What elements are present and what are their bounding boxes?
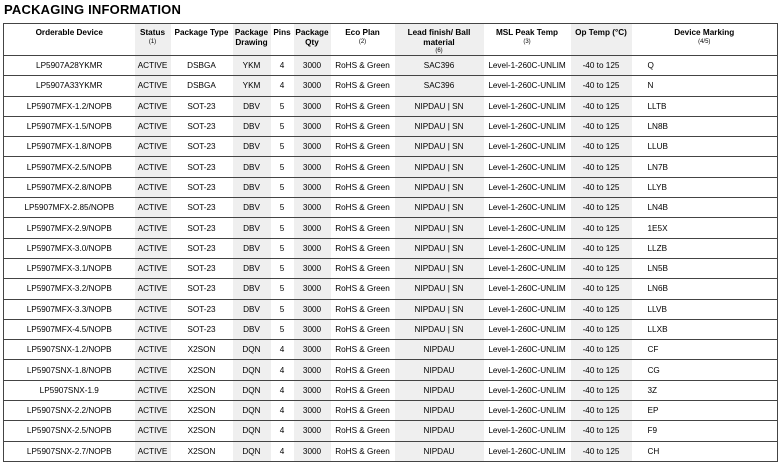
cell-package-qty: 3000 (294, 319, 331, 339)
cell-package-drawing: DQN (233, 441, 271, 461)
table-row (4, 238, 778, 258)
cell-eco-plan: RoHS & Green (331, 198, 395, 218)
cell-lead-finish: NIPDAU | SN (395, 218, 484, 238)
cell-device: LP5907MFX-2.9/NOPB (4, 218, 135, 238)
cell-marking: LN6B (632, 279, 778, 299)
cell-package-drawing: DBV (233, 319, 271, 339)
cell-marking: LLUB (632, 137, 778, 157)
cell-lead-finish: SAC396 (395, 56, 484, 76)
cell-eco-plan: RoHS & Green (331, 56, 395, 76)
cell-status: ACTIVE (135, 137, 171, 157)
table-row (4, 218, 778, 238)
cell-eco-plan: RoHS & Green (331, 441, 395, 461)
cell-lead-finish: NIPDAU | SN (395, 258, 484, 278)
cell-device: LP5907MFX-3.1/NOPB (4, 258, 135, 278)
cell-pins: 4 (271, 76, 294, 96)
table-row (4, 401, 778, 421)
cell-lead-finish: SAC396 (395, 76, 484, 96)
cell-lead-finish: NIPDAU | SN (395, 198, 484, 218)
cell-op-temp: -40 to 125 (571, 441, 632, 461)
cell-msl: Level-1-260C-UNLIM (484, 177, 571, 197)
cell-package-type: SOT-23 (171, 218, 233, 238)
cell-package-type: SOT-23 (171, 299, 233, 319)
cell-eco-plan: RoHS & Green (331, 319, 395, 339)
cell-eco-plan: RoHS & Green (331, 340, 395, 360)
cell-package-drawing: DBV (233, 299, 271, 319)
cell-status: ACTIVE (135, 157, 171, 177)
cell-pins: 5 (271, 137, 294, 157)
cell-package-drawing: DQN (233, 421, 271, 441)
cell-package-drawing: DBV (233, 218, 271, 238)
cell-package-qty: 3000 (294, 401, 331, 421)
cell-op-temp: -40 to 125 (571, 360, 632, 380)
table-row (4, 56, 778, 76)
cell-pins: 4 (271, 360, 294, 380)
table-row (4, 360, 778, 380)
cell-package-drawing: DBV (233, 96, 271, 116)
table-row (4, 198, 778, 218)
cell-status: ACTIVE (135, 218, 171, 238)
cell-device: LP5907MFX-1.5/NOPB (4, 116, 135, 136)
cell-pins: 5 (271, 157, 294, 177)
cell-package-drawing: DQN (233, 340, 271, 360)
cell-op-temp: -40 to 125 (571, 137, 632, 157)
cell-package-type: SOT-23 (171, 238, 233, 258)
cell-eco-plan: RoHS & Green (331, 238, 395, 258)
cell-msl: Level-1-260C-UNLIM (484, 116, 571, 136)
cell-package-type: X2SON (171, 380, 233, 400)
col-header-msl-peak-temp: MSL Peak Temp (3) (484, 24, 571, 56)
cell-status: ACTIVE (135, 380, 171, 400)
table-row (4, 76, 778, 96)
cell-package-qty: 3000 (294, 299, 331, 319)
cell-msl: Level-1-260C-UNLIM (484, 380, 571, 400)
cell-device: LP5907MFX-2.8/NOPB (4, 177, 135, 197)
cell-package-qty: 3000 (294, 421, 331, 441)
cell-op-temp: -40 to 125 (571, 319, 632, 339)
col-header-status: Status (1) (135, 24, 171, 56)
cell-lead-finish: NIPDAU | SN (395, 96, 484, 116)
cell-device: LP5907SNX-1.2/NOPB (4, 340, 135, 360)
cell-msl: Level-1-260C-UNLIM (484, 137, 571, 157)
cell-package-type: SOT-23 (171, 116, 233, 136)
page-title: PACKAGING INFORMATION (4, 2, 182, 17)
cell-package-qty: 3000 (294, 360, 331, 380)
table-row (4, 116, 778, 136)
cell-eco-plan: RoHS & Green (331, 177, 395, 197)
cell-package-qty: 3000 (294, 380, 331, 400)
cell-pins: 5 (271, 299, 294, 319)
table-row (4, 421, 778, 441)
cell-status: ACTIVE (135, 177, 171, 197)
cell-op-temp: -40 to 125 (571, 177, 632, 197)
cell-package-type: SOT-23 (171, 279, 233, 299)
cell-package-drawing: YKM (233, 76, 271, 96)
cell-eco-plan: RoHS & Green (331, 258, 395, 278)
cell-package-drawing: DBV (233, 157, 271, 177)
cell-msl: Level-1-260C-UNLIM (484, 421, 571, 441)
cell-pins: 5 (271, 319, 294, 339)
col-header-device: Orderable Device (4, 24, 135, 56)
cell-marking: LN7B (632, 157, 778, 177)
table-row (4, 441, 778, 461)
cell-package-drawing: DBV (233, 177, 271, 197)
cell-status: ACTIVE (135, 198, 171, 218)
cell-marking: Q (632, 56, 778, 76)
cell-lead-finish: NIPDAU | SN (395, 279, 484, 299)
cell-eco-plan: RoHS & Green (331, 380, 395, 400)
col-header-lead-finish: Lead finish/ Ball material (6) (395, 24, 484, 56)
cell-package-type: X2SON (171, 441, 233, 461)
cell-package-drawing: DBV (233, 279, 271, 299)
table-row (4, 279, 778, 299)
cell-lead-finish: NIPDAU (395, 380, 484, 400)
cell-package-drawing: DQN (233, 360, 271, 380)
cell-package-drawing: DBV (233, 116, 271, 136)
cell-msl: Level-1-260C-UNLIM (484, 96, 571, 116)
cell-pins: 4 (271, 441, 294, 461)
cell-eco-plan: RoHS & Green (331, 218, 395, 238)
cell-lead-finish: NIPDAU | SN (395, 319, 484, 339)
col-header-pins: Pins (271, 24, 294, 56)
cell-marking: LN5B (632, 258, 778, 278)
cell-device: LP5907SNX-2.5/NOPB (4, 421, 135, 441)
table-row (4, 177, 778, 197)
cell-lead-finish: NIPDAU (395, 441, 484, 461)
header-row (4, 24, 778, 56)
cell-package-qty: 3000 (294, 116, 331, 136)
cell-status: ACTIVE (135, 319, 171, 339)
cell-status: ACTIVE (135, 340, 171, 360)
cell-status: ACTIVE (135, 441, 171, 461)
cell-package-type: SOT-23 (171, 258, 233, 278)
cell-package-qty: 3000 (294, 441, 331, 461)
cell-device: LP5907SNX-2.2/NOPB (4, 401, 135, 421)
table-body (4, 56, 778, 462)
cell-device: LP5907SNX-1.8/NOPB (4, 360, 135, 380)
cell-device: LP5907A28YKMR (4, 56, 135, 76)
cell-op-temp: -40 to 125 (571, 198, 632, 218)
cell-package-type: SOT-23 (171, 157, 233, 177)
cell-marking: 1E5X (632, 218, 778, 238)
cell-package-qty: 3000 (294, 198, 331, 218)
cell-device: LP5907SNX-2.7/NOPB (4, 441, 135, 461)
cell-lead-finish: NIPDAU (395, 401, 484, 421)
cell-msl: Level-1-260C-UNLIM (484, 76, 571, 96)
cell-lead-finish: NIPDAU | SN (395, 299, 484, 319)
cell-marking: LLYB (632, 177, 778, 197)
cell-eco-plan: RoHS & Green (331, 116, 395, 136)
cell-status: ACTIVE (135, 258, 171, 278)
cell-status: ACTIVE (135, 299, 171, 319)
cell-package-drawing: DBV (233, 258, 271, 278)
cell-device: LP5907MFX-2.5/NOPB (4, 157, 135, 177)
cell-msl: Level-1-260C-UNLIM (484, 299, 571, 319)
cell-package-type: SOT-23 (171, 96, 233, 116)
cell-pins: 4 (271, 340, 294, 360)
col-header-package-drawing: Package Drawing (233, 24, 271, 56)
cell-eco-plan: RoHS & Green (331, 299, 395, 319)
cell-pins: 5 (271, 258, 294, 278)
cell-package-qty: 3000 (294, 218, 331, 238)
cell-op-temp: -40 to 125 (571, 340, 632, 360)
table-row (4, 319, 778, 339)
cell-op-temp: -40 to 125 (571, 96, 632, 116)
cell-msl: Level-1-260C-UNLIM (484, 441, 571, 461)
cell-device: LP5907A33YKMR (4, 76, 135, 96)
cell-device: LP5907MFX-3.0/NOPB (4, 238, 135, 258)
cell-package-qty: 3000 (294, 238, 331, 258)
cell-marking: N (632, 76, 778, 96)
cell-package-drawing: YKM (233, 56, 271, 76)
cell-package-qty: 3000 (294, 177, 331, 197)
cell-package-type: X2SON (171, 360, 233, 380)
cell-op-temp: -40 to 125 (571, 299, 632, 319)
cell-package-drawing: DQN (233, 401, 271, 421)
cell-op-temp: -40 to 125 (571, 279, 632, 299)
cell-package-type: DSBGA (171, 76, 233, 96)
cell-marking: LLVB (632, 299, 778, 319)
cell-package-type: X2SON (171, 421, 233, 441)
cell-status: ACTIVE (135, 279, 171, 299)
cell-lead-finish: NIPDAU | SN (395, 137, 484, 157)
cell-pins: 5 (271, 218, 294, 238)
cell-marking: LN4B (632, 198, 778, 218)
cell-op-temp: -40 to 125 (571, 238, 632, 258)
cell-status: ACTIVE (135, 116, 171, 136)
cell-op-temp: -40 to 125 (571, 116, 632, 136)
cell-package-qty: 3000 (294, 96, 331, 116)
cell-op-temp: -40 to 125 (571, 218, 632, 238)
cell-eco-plan: RoHS & Green (331, 96, 395, 116)
cell-package-drawing: DQN (233, 380, 271, 400)
cell-op-temp: -40 to 125 (571, 56, 632, 76)
cell-msl: Level-1-260C-UNLIM (484, 258, 571, 278)
cell-status: ACTIVE (135, 360, 171, 380)
cell-marking: LLTB (632, 96, 778, 116)
cell-package-drawing: DBV (233, 198, 271, 218)
cell-status: ACTIVE (135, 401, 171, 421)
cell-package-qty: 3000 (294, 137, 331, 157)
cell-package-type: X2SON (171, 340, 233, 360)
cell-msl: Level-1-260C-UNLIM (484, 340, 571, 360)
cell-package-qty: 3000 (294, 56, 331, 76)
cell-package-type: SOT-23 (171, 198, 233, 218)
col-header-device-marking: Device Marking (4/5) (632, 24, 778, 56)
cell-pins: 4 (271, 421, 294, 441)
cell-package-type: DSBGA (171, 56, 233, 76)
cell-pins: 5 (271, 238, 294, 258)
cell-package-drawing: DBV (233, 137, 271, 157)
cell-pins: 4 (271, 380, 294, 400)
cell-pins: 4 (271, 401, 294, 421)
cell-pins: 4 (271, 56, 294, 76)
cell-lead-finish: NIPDAU | SN (395, 157, 484, 177)
cell-package-type: X2SON (171, 401, 233, 421)
cell-op-temp: -40 to 125 (571, 76, 632, 96)
cell-eco-plan: RoHS & Green (331, 279, 395, 299)
cell-status: ACTIVE (135, 421, 171, 441)
cell-marking: LN8B (632, 116, 778, 136)
table-row (4, 137, 778, 157)
cell-marking: F9 (632, 421, 778, 441)
cell-lead-finish: NIPDAU (395, 360, 484, 380)
cell-eco-plan: RoHS & Green (331, 360, 395, 380)
cell-package-type: SOT-23 (171, 177, 233, 197)
cell-lead-finish: NIPDAU (395, 421, 484, 441)
cell-pins: 5 (271, 96, 294, 116)
cell-msl: Level-1-260C-UNLIM (484, 56, 571, 76)
packaging-table (3, 23, 778, 462)
cell-device: LP5907MFX-3.3/NOPB (4, 299, 135, 319)
col-header-package-qty: Package Qty (294, 24, 331, 56)
cell-msl: Level-1-260C-UNLIM (484, 360, 571, 380)
cell-device: LP5907MFX-2.85/NOPB (4, 198, 135, 218)
cell-status: ACTIVE (135, 238, 171, 258)
cell-marking: 3Z (632, 380, 778, 400)
cell-msl: Level-1-260C-UNLIM (484, 238, 571, 258)
cell-lead-finish: NIPDAU | SN (395, 177, 484, 197)
cell-op-temp: -40 to 125 (571, 401, 632, 421)
cell-eco-plan: RoHS & Green (331, 421, 395, 441)
cell-package-qty: 3000 (294, 340, 331, 360)
cell-marking: LLXB (632, 319, 778, 339)
cell-msl: Level-1-260C-UNLIM (484, 198, 571, 218)
col-header-eco-plan: Eco Plan (2) (331, 24, 395, 56)
cell-package-qty: 3000 (294, 157, 331, 177)
cell-marking: CG (632, 360, 778, 380)
cell-device: LP5907MFX-1.8/NOPB (4, 137, 135, 157)
cell-package-type: SOT-23 (171, 137, 233, 157)
table-row (4, 258, 778, 278)
cell-package-qty: 3000 (294, 258, 331, 278)
cell-marking: CF (632, 340, 778, 360)
col-header-op-temp: Op Temp (°C) (571, 24, 632, 56)
cell-lead-finish: NIPDAU (395, 340, 484, 360)
cell-marking: CH (632, 441, 778, 461)
cell-eco-plan: RoHS & Green (331, 401, 395, 421)
cell-msl: Level-1-260C-UNLIM (484, 157, 571, 177)
cell-device: LP5907MFX-4.5/NOPB (4, 319, 135, 339)
cell-eco-plan: RoHS & Green (331, 76, 395, 96)
cell-package-drawing: DBV (233, 238, 271, 258)
cell-package-qty: 3000 (294, 76, 331, 96)
cell-status: ACTIVE (135, 56, 171, 76)
cell-package-qty: 3000 (294, 279, 331, 299)
table-row (4, 299, 778, 319)
cell-lead-finish: NIPDAU | SN (395, 116, 484, 136)
cell-eco-plan: RoHS & Green (331, 137, 395, 157)
cell-op-temp: -40 to 125 (571, 258, 632, 278)
cell-pins: 5 (271, 116, 294, 136)
cell-msl: Level-1-260C-UNLIM (484, 319, 571, 339)
cell-lead-finish: NIPDAU | SN (395, 238, 484, 258)
cell-status: ACTIVE (135, 96, 171, 116)
cell-status: ACTIVE (135, 76, 171, 96)
cell-pins: 5 (271, 279, 294, 299)
cell-device: LP5907MFX-3.2/NOPB (4, 279, 135, 299)
cell-op-temp: -40 to 125 (571, 421, 632, 441)
cell-eco-plan: RoHS & Green (331, 157, 395, 177)
table-row (4, 340, 778, 360)
cell-device: LP5907MFX-1.2/NOPB (4, 96, 135, 116)
cell-device: LP5907SNX-1.9 (4, 380, 135, 400)
cell-msl: Level-1-260C-UNLIM (484, 218, 571, 238)
cell-pins: 5 (271, 177, 294, 197)
cell-msl: Level-1-260C-UNLIM (484, 401, 571, 421)
table-row (4, 96, 778, 116)
cell-op-temp: -40 to 125 (571, 380, 632, 400)
cell-marking: LLZB (632, 238, 778, 258)
cell-pins: 5 (271, 198, 294, 218)
table-row (4, 380, 778, 400)
cell-msl: Level-1-260C-UNLIM (484, 279, 571, 299)
cell-marking: EP (632, 401, 778, 421)
table-row (4, 157, 778, 177)
cell-package-type: SOT-23 (171, 319, 233, 339)
cell-op-temp: -40 to 125 (571, 157, 632, 177)
col-header-package-type: Package Type (171, 24, 233, 56)
